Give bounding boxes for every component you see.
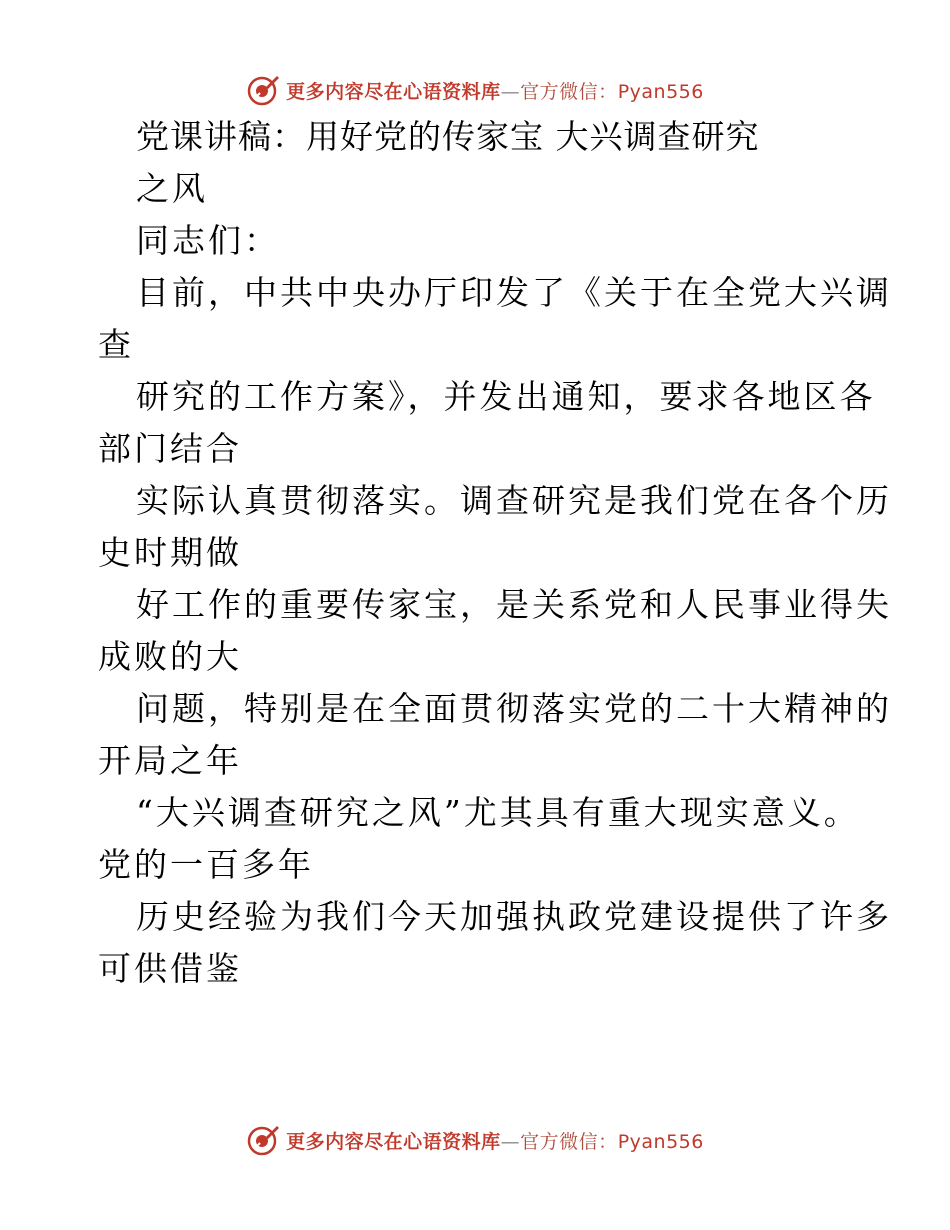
document-body	[98, 117, 892, 1004]
watermark-separator: —	[500, 80, 521, 103]
watermark-wechat-id: Pyan556	[617, 80, 704, 103]
document-text-line: 历史经验为我们今天加强执政党建设提供了许多	[136, 897, 892, 936]
document-text-line: 好工作的重要传家宝，是关系党和人民事业得失	[136, 585, 892, 624]
document-text-line: 党的一百多年	[98, 845, 314, 884]
document-title-line: 党课讲稿：用好党的传家宝 大兴调查研究	[136, 117, 760, 156]
document-text-line: 部门结合	[98, 429, 242, 468]
pen-quill-logo-icon	[246, 73, 280, 107]
document-text-line: 可供借鉴	[98, 949, 242, 988]
watermark-text	[286, 1127, 704, 1154]
watermark-wechat-label: 官方微信：	[520, 80, 618, 103]
document-text-line: 研究的工作方案》，并发出通知，要求各地区各	[136, 377, 876, 416]
watermark-brand: 更多内容尽在心语资料库	[286, 80, 501, 103]
document-text-line: 查	[98, 325, 134, 364]
pen-quill-logo-icon	[246, 1123, 280, 1157]
document-text-line: 目前，中共中央办厅印发了《关于在全党大兴调	[136, 273, 892, 312]
watermark-text	[286, 77, 704, 104]
document-text-line: 开局之年	[98, 741, 242, 780]
document-text-line: 实际认真贯彻落实。调查研究是我们党在各个历	[136, 481, 892, 520]
watermark-wechat-label: 官方微信：	[520, 1130, 618, 1153]
document-text-line: 成败的大	[98, 637, 242, 676]
watermark-brand: 更多内容尽在心语资料库	[286, 1130, 501, 1153]
document-text-line: 史时期做	[98, 533, 242, 572]
watermark-wechat-id: Pyan556	[617, 1130, 704, 1153]
document-text-line: 问题，特别是在全面贯彻落实党的二十大精神的	[136, 689, 892, 728]
document-text-line: “大兴调查研究之风”尤其具有重大现实意义。	[136, 793, 860, 832]
watermark-separator: —	[500, 1130, 521, 1153]
document-text-line: 之风	[136, 169, 208, 208]
footer-watermark	[0, 1120, 950, 1160]
header-watermark	[0, 70, 950, 110]
document-text-line: 同志们：	[136, 221, 280, 260]
